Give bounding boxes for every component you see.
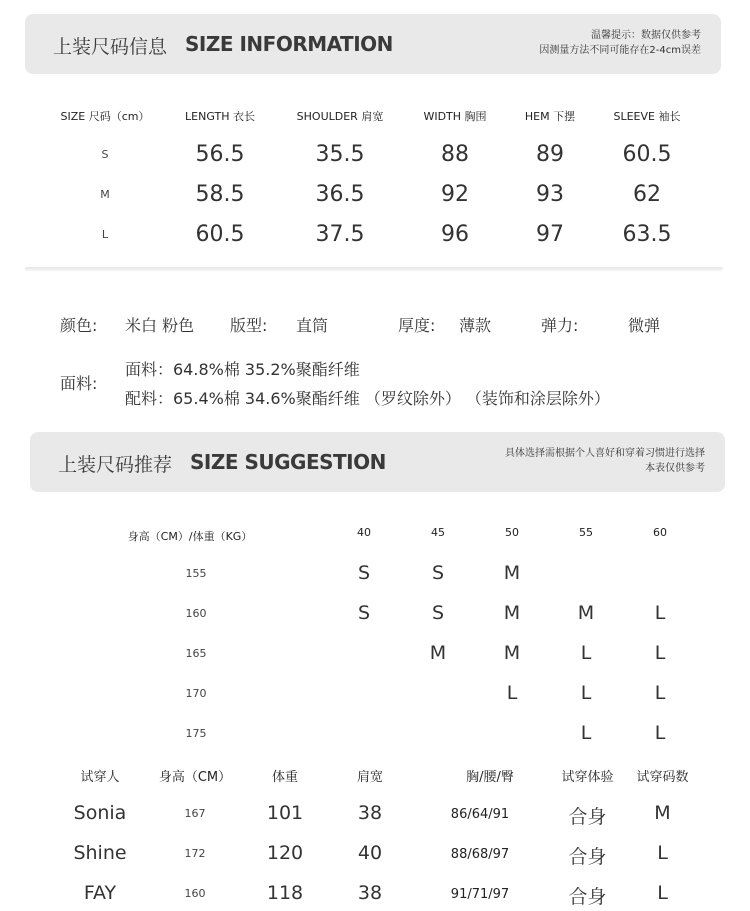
model-cell: 91/71/97 <box>450 887 510 902</box>
suggestion-height: 160 <box>185 607 207 620</box>
model-cell: 101 <box>266 802 304 824</box>
suggestion-size: L <box>654 642 666 664</box>
model-header: 胸/腰/臀 <box>466 770 514 785</box>
model-header: 试穿人 <box>80 770 120 785</box>
size-info-note-line1: 温馨提示：数据仅供参考 <box>591 30 701 41</box>
size-info-cell: 56.5 <box>195 142 245 167</box>
size-info-title-en: SIZE INFORMATION <box>185 32 393 56</box>
model-cell: 172 <box>184 847 206 860</box>
size-suggestion-title-en: SIZE SUGGESTION <box>190 450 386 474</box>
size-info-cell: M <box>100 188 110 201</box>
size-info-cell: 35.5 <box>315 142 365 167</box>
suggestion-size: M <box>503 642 521 664</box>
suggestion-corner-label: 身高（CM）/体重（KG） <box>127 530 253 543</box>
suggestion-size: M <box>503 602 521 624</box>
size-info-cell: 88 <box>441 142 469 167</box>
size-info-header: SIZE 尺码（cm） <box>60 110 150 123</box>
model-header: 体重 <box>271 770 298 785</box>
fabric-line1: 面料：64.8%棉 35.2%聚酯纤维 <box>125 360 360 379</box>
model-cell: M <box>654 802 671 824</box>
color-value: 米白 粉色 <box>125 316 195 335</box>
size-info-cell: 93 <box>536 182 564 207</box>
suggestion-size: S <box>431 602 445 624</box>
model-header: 身高（CM） <box>158 770 232 785</box>
fabric-label: 面料: <box>60 374 98 393</box>
elasticity-value: 微弹 <box>628 316 661 335</box>
suggestion-size: L <box>506 682 518 704</box>
size-suggestion-note-line2: 本表仅供参考 <box>645 463 705 474</box>
suggestion-weight: 60 <box>653 526 667 539</box>
model-cell: L <box>657 842 668 864</box>
size-info-note <box>539 28 701 58</box>
suggestion-size: M <box>503 562 521 584</box>
model-cell: 160 <box>184 887 206 900</box>
suggestion-size: L <box>654 602 666 624</box>
suggestion-size: L <box>580 642 592 664</box>
size-info-note-line2: 因测量方法不同可能存在2-4cm误差 <box>539 45 701 56</box>
model-cell: 40 <box>357 842 383 864</box>
elasticity-label: 弹力: <box>541 316 579 335</box>
size-info-cell: 60.5 <box>195 222 245 247</box>
suggestion-height: 170 <box>185 687 207 700</box>
fit-label: 版型: <box>230 316 268 335</box>
size-info-cell: 96 <box>441 222 469 247</box>
size-suggestion-note <box>505 446 705 476</box>
model-cell: L <box>657 882 668 904</box>
size-suggestion-banner <box>30 432 725 492</box>
size-info-cell: S <box>101 148 109 161</box>
model-cell: 合身 <box>568 886 607 908</box>
model-name: Shine <box>73 842 127 864</box>
fabric-line2: 配料：65.4%棉 34.6%聚酯纤维 （罗纹除外） （装饰和涂层除外） <box>125 389 610 408</box>
fit-value: 直筒 <box>296 316 329 335</box>
model-cell: 86/64/91 <box>450 807 510 822</box>
model-cell: 38 <box>357 802 383 824</box>
size-info-cell: 92 <box>441 182 469 207</box>
suggestion-size: M <box>577 602 595 624</box>
size-info-header: WIDTH 胸围 <box>423 110 487 123</box>
model-name: Sonia <box>73 802 127 824</box>
suggestion-size: S <box>431 562 445 584</box>
model-name: FAY <box>83 882 117 904</box>
size-info-header: SHOULDER 肩宽 <box>296 110 384 123</box>
size-info-cell: 37.5 <box>315 222 365 247</box>
model-cell: 120 <box>266 842 304 864</box>
model-cell: 38 <box>357 882 383 904</box>
size-info-banner <box>25 14 721 74</box>
suggestion-weight: 50 <box>505 526 519 539</box>
suggestion-size: S <box>357 602 371 624</box>
size-info-cell: 97 <box>536 222 564 247</box>
suggestion-size: L <box>654 722 666 744</box>
size-suggestion-note-line1: 具体选择需根据个人喜好和穿着习惯进行选择 <box>505 448 705 459</box>
model-cell: 合身 <box>568 846 607 868</box>
model-cell: 118 <box>266 882 304 904</box>
suggestion-size: L <box>580 682 592 704</box>
size-info-header: LENGTH 衣长 <box>185 110 255 123</box>
suggestion-weight: 55 <box>579 526 593 539</box>
suggestion-weight: 40 <box>357 526 371 539</box>
suggestion-size: M <box>429 642 447 664</box>
model-header: 肩宽 <box>356 770 383 785</box>
size-suggestion-title-cn: 上装尺码推荐 <box>58 454 173 476</box>
section-divider <box>25 267 723 271</box>
suggestion-height: 165 <box>185 647 207 660</box>
size-info-header: SLEEVE 袖长 <box>613 110 681 123</box>
color-label: 颜色: <box>60 316 98 335</box>
size-info-cell: L <box>101 228 109 241</box>
suggestion-size: L <box>654 682 666 704</box>
size-info-cell: 36.5 <box>315 182 365 207</box>
model-cell: 167 <box>184 807 206 820</box>
size-info-cell: 60.5 <box>622 142 672 167</box>
size-info-title-cn: 上装尺码信息 <box>53 36 168 58</box>
suggestion-size: S <box>357 562 371 584</box>
suggestion-height: 155 <box>185 567 207 580</box>
size-info-cell: 62 <box>633 182 661 207</box>
size-info-cell: 89 <box>536 142 564 167</box>
model-header: 试穿码数 <box>636 770 689 785</box>
model-cell: 88/68/97 <box>450 847 510 862</box>
suggestion-weight: 45 <box>431 526 445 539</box>
thickness-label: 厚度: <box>398 316 436 335</box>
suggestion-height: 175 <box>185 727 207 740</box>
thickness-value: 薄款 <box>459 316 492 335</box>
model-cell: 合身 <box>568 806 607 828</box>
suggestion-size: L <box>580 722 592 744</box>
size-info-cell: 58.5 <box>195 182 245 207</box>
size-info-cell: 63.5 <box>622 222 672 247</box>
model-header: 试穿体验 <box>561 770 614 785</box>
size-info-header: HEM 下摆 <box>524 110 576 123</box>
